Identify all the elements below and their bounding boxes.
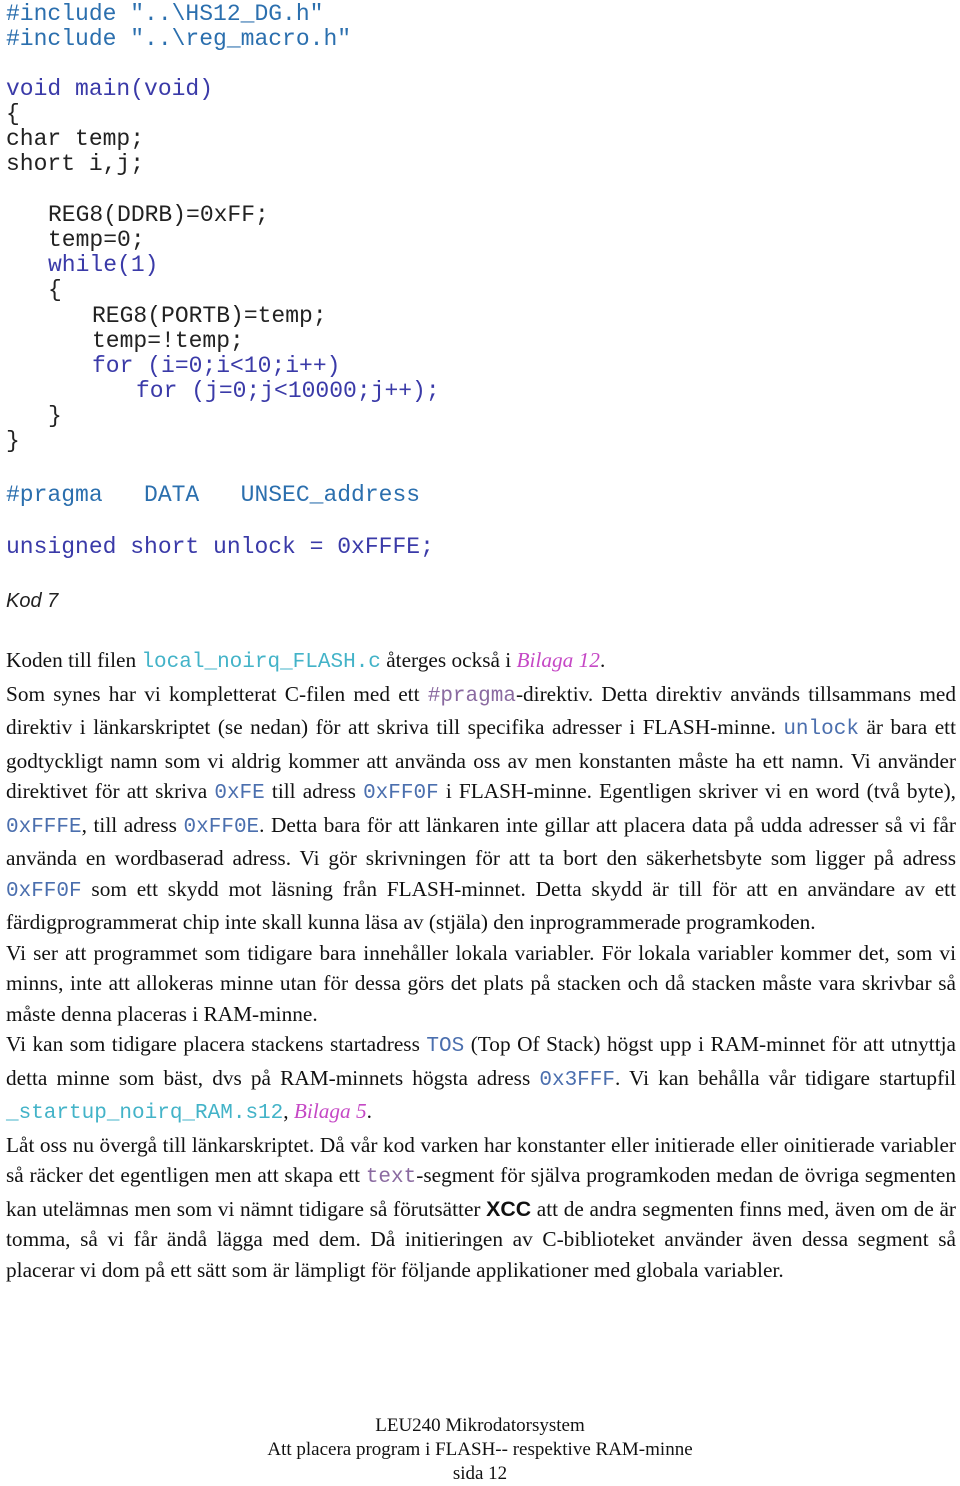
footer-title: Att placera program i FLASH-- respektive RAM-minne [267, 1439, 693, 1460]
code-0xfffe: 0xFFFE [6, 815, 82, 839]
code-0xff0f: 0xFF0F [363, 782, 439, 805]
paragraph-1: Koden till filen local_noirq_FLASH.c återges också i Bilaga 12. [6, 648, 606, 674]
code-line-brace-open: { [6, 101, 20, 127]
code-line-temp-init: temp=0; [48, 227, 145, 253]
body-text [6, 645, 956, 1285]
unlock-code: unlock [783, 718, 859, 741]
footer-page-number: sida 12 [452, 1463, 508, 1484]
paragraph-3: Vi ser att programmet som tidigare bara innehåller lokala variabler. För lokala variabler kommer det, som vi minns, inte att allokeras minne utan för dessa görs det plats på stacken och då stacken måste vara skrivbar så måste denna placeras i RAM-minne. [6, 940, 956, 1026]
code-0xff0e: 0xFF0E [183, 815, 260, 839]
code-0x3fff: 0x3FFF [539, 1068, 615, 1092]
code-line-ddrb: REG8(DDRB)=0xFF; [48, 202, 269, 228]
code-line-while: while(1) [48, 252, 159, 278]
code-line-include-1: #include "..\HS12_DG.h" [6, 1, 324, 27]
code-line-for-i: for (i=0;i<10;i++) [92, 353, 341, 379]
filename-code: local_noirq_FLASH.c [141, 651, 381, 674]
footer-course: LEU240 Mikrodatorsystem [375, 1415, 585, 1436]
text-segment-code: text [365, 1166, 417, 1189]
code-caption: Kod 7 [6, 590, 59, 612]
bilaga-12-link[interactable]: Bilaga 12 [516, 648, 600, 672]
startup-file-code: _startup_noirq_RAM.s12 [6, 1102, 284, 1125]
code-line-unlock-decl: unsigned short unlock = 0xFFFE; [6, 534, 434, 560]
code-line-pragma: #pragma DATA UNSEC_address [6, 482, 421, 508]
code-line-main: void main(void) [6, 76, 214, 102]
code-line-toggle: temp=!temp; [92, 328, 244, 354]
paragraph-5: Låt oss nu övergå till länkarskriptet. Då vår kod varken har konstanter eller initierade eller oinitierade variabler så räcker det egentligen men att skapa ett text-segment för själva programkoden medan de övriga segmenten kan utelämnas men som vi nämnt tidigare så förutsätter XCC att de andra segmenten finns med, även om de är tomma, så vi får ändå lägga med dem. Då initieringen av C-biblioteket använder även dessa segment så placerar vi dom på ett sätt som är lämpligt för följande applikationer med globala variabler. [6, 1132, 956, 1282]
code-0xff0f-2: 0xFF0F [6, 879, 82, 903]
tos-code: TOS [426, 1035, 465, 1058]
code-line-char-temp: char temp; [6, 126, 145, 152]
code-line-for-j: for (j=0;j<10000;j++); [136, 378, 440, 404]
code-line-brace-open-2: { [48, 277, 62, 303]
bilaga-5-link[interactable]: Bilaga 5 [293, 1099, 367, 1123]
code-line-short-ij: short i,j; [6, 151, 145, 177]
code-line-portb: REG8(PORTB)=temp; [92, 303, 327, 329]
code-line-brace-close-2: } [48, 403, 62, 429]
xcc-label: XCC [486, 1196, 532, 1221]
pragma-code: #pragma [427, 684, 516, 708]
code-line-include-2: #include "..\reg_macro.h" [6, 26, 352, 52]
code-line-brace-close: } [6, 428, 20, 454]
paragraph-4: Vi kan som tidigare placera stackens startadress TOS (Top Of Stack) högst upp i RAM-minnet för att utnyttja detta minne som bäst, dvs på RAM-minnets högsta adress 0x3FFF. Vi kan behålla vår tidigare startupfil _startup_noirq_RAM.s12, Bilaga 5. [6, 1032, 956, 1125]
paragraph-2: Som synes har vi kompletterat C-filen med ett #pragma-direktiv. Detta direktiv används tillsammans med direktiv i länkarskriptet (se nedan) för att skriva till specifika adresser i FLASH-minne. unlock är bara ett godtyckligt namn som vi aldrig kommer att använda oss av men konstanten måste ha ett namn. Vi använder direktivet för att skriva 0xFE till adress 0xFF0F i FLASH-minne. Egentligen skriver vi en word (två byte), 0xFFFE, till adress 0xFF0E. Detta bara för att länkaren inte gillar att placera data på udda adresser så vi får använda en wordbaserad adress. Vi gör skrivningen för att ta bort den säkerhetsbyte som ligger på adress 0xFF0F som ett skydd mot läsning från FLASH-minnet. Detta skydd är till för att en användare av ett färdigprogrammerat chip inte skall kunna läsa av (stjäla) den inprogrammerade programkoden. [6, 681, 957, 934]
code-0xfe: 0xFE [214, 782, 265, 805]
